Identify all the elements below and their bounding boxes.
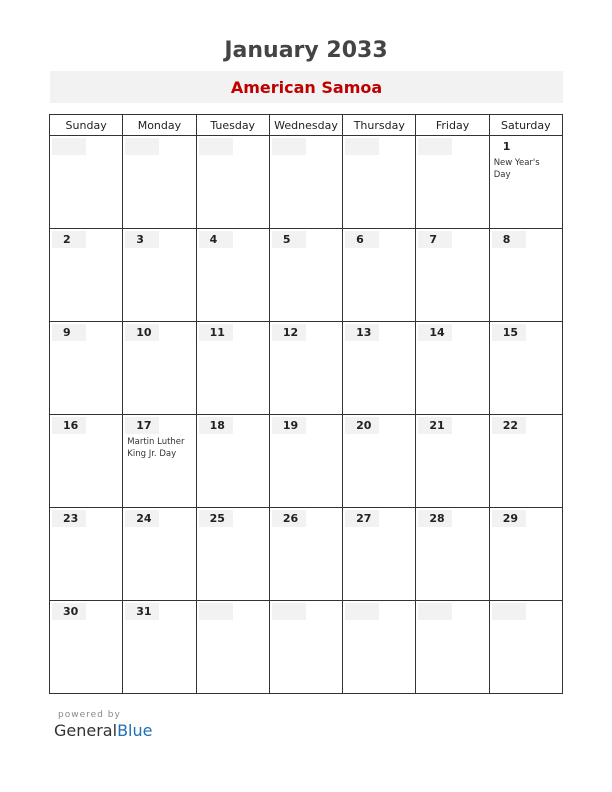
day-cell [196,601,269,694]
day-number: 26 [272,510,306,527]
region-name: American Samoa [230,78,383,97]
day-number: 15 [492,324,526,341]
day-cell [489,229,562,322]
day-number: 5 [272,231,306,248]
day-number: 22 [492,417,526,434]
day-cell [196,508,269,601]
day-number [418,138,452,155]
day-cell [489,415,562,508]
day-number: 4 [199,231,233,248]
day-number: 25 [199,510,233,527]
weekday-friday: Friday [416,115,489,136]
day-number: 28 [418,510,452,527]
day-number: 11 [199,324,233,341]
day-number: 21 [418,417,452,434]
day-cell [50,229,123,322]
day-cell [50,508,123,601]
day-number [418,603,452,620]
day-number: 20 [345,417,379,434]
weekday-wednesday: Wednesday [269,115,342,136]
day-number [125,138,159,155]
day-cell [50,322,123,415]
day-number: 7 [418,231,452,248]
day-cell [269,415,342,508]
day-cell [50,136,123,229]
day-number: 3 [125,231,159,248]
day-number [272,138,306,155]
day-cell [343,508,416,601]
day-cell [416,601,489,694]
day-cell [269,322,342,415]
calendar-grid [49,114,563,694]
day-number: 1 [492,138,526,155]
day-number: 6 [345,231,379,248]
day-number: 12 [272,324,306,341]
day-number: 2 [52,231,86,248]
day-cell [50,601,123,694]
week-row [50,601,563,694]
day-cell [196,322,269,415]
day-cell [416,415,489,508]
weekday-header-row [50,115,563,136]
day-number: 29 [492,510,526,527]
day-number: 13 [345,324,379,341]
week-row [50,136,563,229]
day-number [345,603,379,620]
weekday-monday: Monday [123,115,196,136]
day-cell [416,508,489,601]
day-number [199,138,233,155]
day-cell [50,415,123,508]
day-number [52,138,86,155]
week-row [50,322,563,415]
day-cell [269,601,342,694]
day-number: 8 [492,231,526,248]
day-cell [343,601,416,694]
day-number: 9 [52,324,86,341]
day-cell [489,322,562,415]
holiday-label: New Year's Day [493,158,540,180]
day-cell [343,229,416,322]
day-cell [343,415,416,508]
region-bar [50,71,563,103]
day-cell [123,415,196,508]
day-cell [123,229,196,322]
day-number: 31 [125,603,159,620]
day-cell [489,601,562,694]
day-cell [196,229,269,322]
day-number: 18 [199,417,233,434]
day-cell [123,508,196,601]
day-number: 27 [345,510,379,527]
day-number: 23 [52,510,86,527]
week-row [50,229,563,322]
day-cell [123,136,196,229]
day-number [492,603,526,620]
week-row [50,508,563,601]
day-cell [269,229,342,322]
day-cell [196,415,269,508]
day-cell [123,601,196,694]
week-row [50,415,563,508]
day-number [199,603,233,620]
day-number [272,603,306,620]
page-title: January 2033 [224,38,388,63]
weekday-saturday: Saturday [489,115,562,136]
day-cell [489,508,562,601]
powered-by-label: powered by [58,710,121,720]
day-number: 30 [52,603,86,620]
day-cell [269,136,342,229]
day-cell [343,136,416,229]
weekday-thursday: Thursday [343,115,416,136]
day-cell [343,322,416,415]
day-number: 16 [52,417,86,434]
day-cell [416,136,489,229]
brand-general: General [54,721,118,740]
day-cell [123,322,196,415]
brand-blue: Blue [117,721,153,740]
day-cell [269,508,342,601]
weekday-sunday: Sunday [50,115,123,136]
weekday-tuesday: Tuesday [196,115,269,136]
day-cell [416,322,489,415]
day-number: 14 [418,324,452,341]
day-cell [416,229,489,322]
day-number [345,138,379,155]
day-number: 17 [125,417,159,434]
day-cell [196,136,269,229]
day-number: 19 [272,417,306,434]
day-number: 10 [125,324,159,341]
day-number: 24 [125,510,159,527]
holiday-label: Martin Luther King Jr. Day [127,437,185,459]
day-cell [489,136,562,229]
generalblue-logo[interactable] [54,721,152,740]
